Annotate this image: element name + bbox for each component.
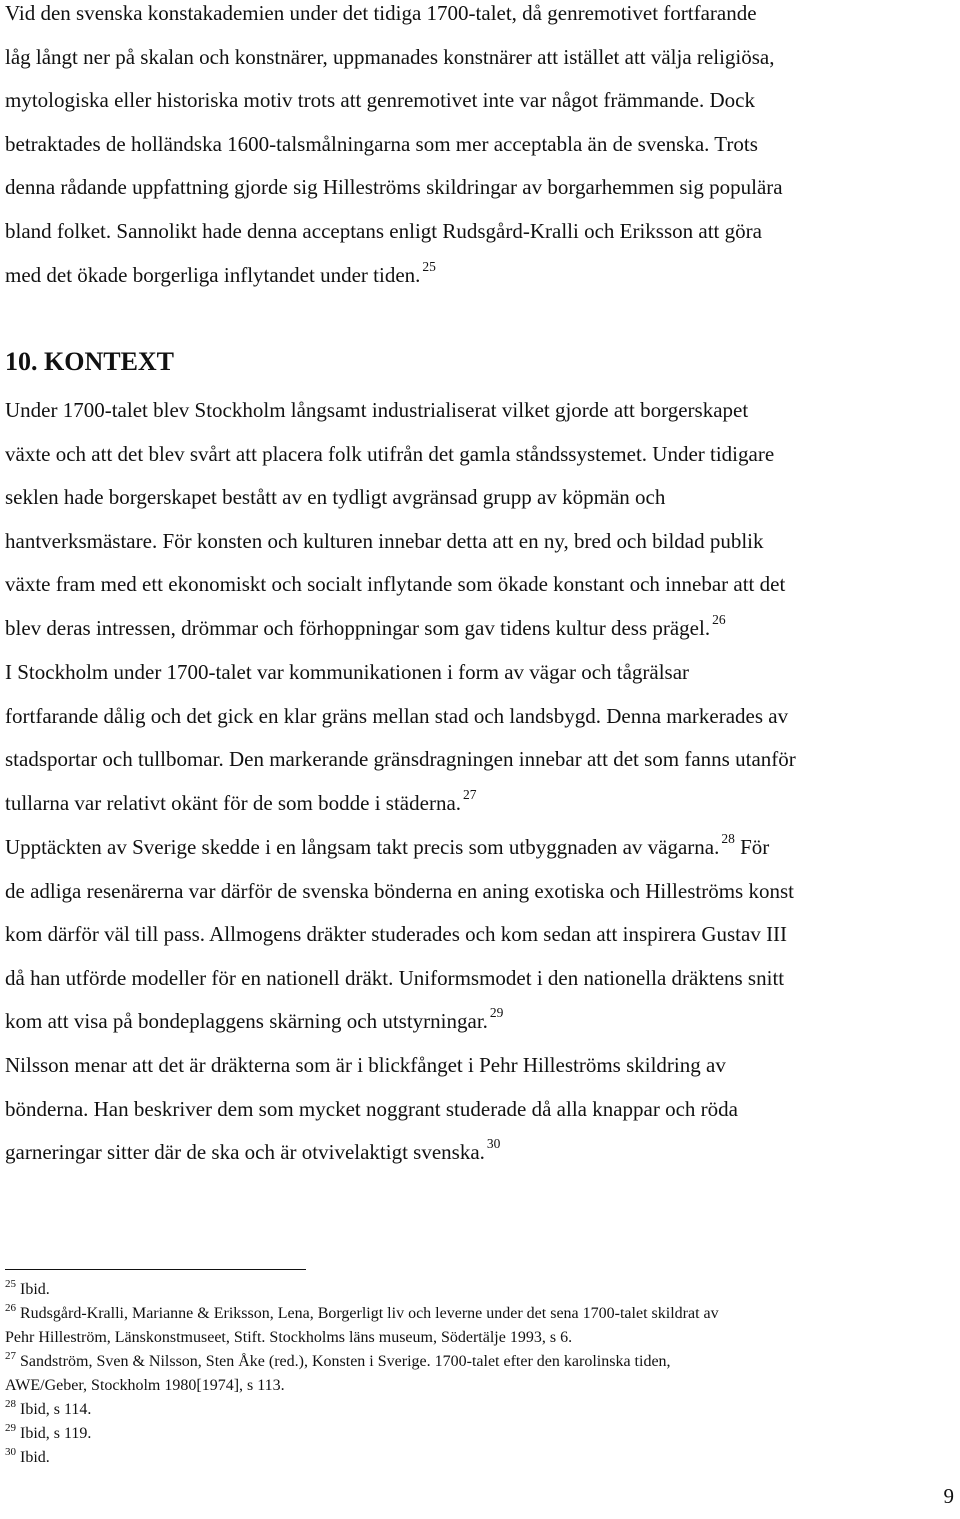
footnote [5, 1350, 955, 1398]
paragraph-text: Vid den svenska konstakademien under det tidiga 1700-talet, då genremotivet fortfarande låg långt ner på skalan och konstnärer, uppmanades konstnärer att istället att välja religiösa, mytologiska eller historiska motiv trots att genremotivet inte var något främmande. Dock betraktades de holländska 1600-talsmålningarna som mer acceptabla än de svenska. Trots denna rådande uppfattning gjorde sig Hilleströms skildringar av borgarhemmen sig populära bland folket. Sannolikt hade denna acceptans enligt Rudsgård-Kralli och Eriksson att göra med det ökade borgerliga inflytandet under tiden. [5, 1, 783, 287]
footnote-reference: 25 [422, 258, 436, 274]
footnote-reference: 29 [489, 1005, 504, 1021]
footnote [5, 1278, 955, 1302]
footnote-number: 30 [5, 1446, 16, 1458]
body-paragraph [5, 651, 955, 825]
footnote [5, 1398, 955, 1422]
footnote-number: 29 [5, 1422, 16, 1434]
paragraph-text: Upptäckten av Sverige skedde i en långsam takt precis som utbyggnaden av vägarna. [5, 835, 720, 859]
footnote [5, 1422, 955, 1446]
paragraph-text: Under 1700-talet blev Stockholm långsamt industrialiserat vilket gjorde att borgerskapet växte och att det blev svårt att placera folk utifrån det gamla ståndssystemet. Under tidigare seklen hade borgerskapet bestått av en tydligt avgränsad grupp av köpmän och hantverksmästare. För konsten och kulturen innebar detta att en ny, bred och bildad publik växte fram med ett ekonomiskt och socialt inflytande som ökade konstant och innebar att det blev deras intressen, drömmar och förhoppningar som gav tidens kultur dess prägel. [5, 398, 786, 640]
footnote-reference: 28 [721, 831, 735, 846]
footnote-number: 26 [5, 1302, 16, 1314]
footnote-text: Sandström, Sven & Nilsson, Sten Åke (red.), Konsten i Sverige. 1700-talet efter den karolinska tiden, AWE/Geber, Stockholm 1980[1974], s 113. [5, 1353, 671, 1394]
footnote-text: Ibid, s 119. [20, 1425, 92, 1442]
footnote-text: Ibid. [20, 1449, 50, 1466]
footnote-reference: 27 [463, 786, 477, 802]
footnote-reference: 26 [712, 611, 726, 627]
body-paragraph [5, 0, 955, 297]
body-paragraph [5, 389, 955, 651]
footnote-text: Rudsgård-Kralli, Marianne & Eriksson, Lena, Borgerligt liv och leverne under det sena 1700-talet skildrat av Pehr Hilleström, Länskonstmuseet, Stift. Stockholms läns museum, Södertälje 1993, s 6. [5, 1305, 719, 1346]
page-number: 9 [943, 1484, 954, 1508]
footnote-text: Ibid, s 114. [20, 1401, 92, 1418]
footnote-number: 27 [5, 1350, 16, 1362]
footnote-separator [5, 1269, 306, 1270]
footnote-text: Ibid. [20, 1281, 50, 1298]
paragraph-text: Nilsson menar att det är dräkterna som är i blickfånget i Pehr Hilleströms skildring av bönderna. Han beskriver dem som mycket noggrant studerade då alla knappar och röda garneringar sitter där de ska och är otvivelaktigt svenska. [5, 1053, 738, 1165]
body-paragraph [5, 1044, 955, 1175]
footnote-reference: 30 [486, 1136, 501, 1152]
body-paragraph [5, 826, 955, 1044]
footnote-number: 28 [5, 1398, 16, 1410]
footnotes [5, 1278, 955, 1470]
footnote-number: 25 [5, 1278, 16, 1290]
footnote [5, 1446, 955, 1470]
section-heading: 10. KONTEXT [5, 347, 175, 376]
footnote [5, 1302, 955, 1350]
paragraph-text: I Stockholm under 1700-talet var kommunikationen i form av vägar och tågrälsar fortfarande dålig och det gick en klar gräns mellan stad och landsbygd. Denna markerades av stadsportar och tullbomar. Den markerande gränsdragningen innebar att det som fanns utanför tullarna var relativt okänt för de som bodde i städerna. [5, 660, 796, 815]
paragraph-text: För de adliga resenärerna var därför de svenska bönderna en aning exotiska och Hilleströms konst kom därför väl till pass. Allmogens dräkter studerades och kom sedan att inspirera Gustav III då han utförde modeller för en nationell dräkt. Uniformsmodet i den nationella dräktens snitt kom att visa på bondeplaggens skärning och utstyrningar. [5, 835, 794, 1034]
